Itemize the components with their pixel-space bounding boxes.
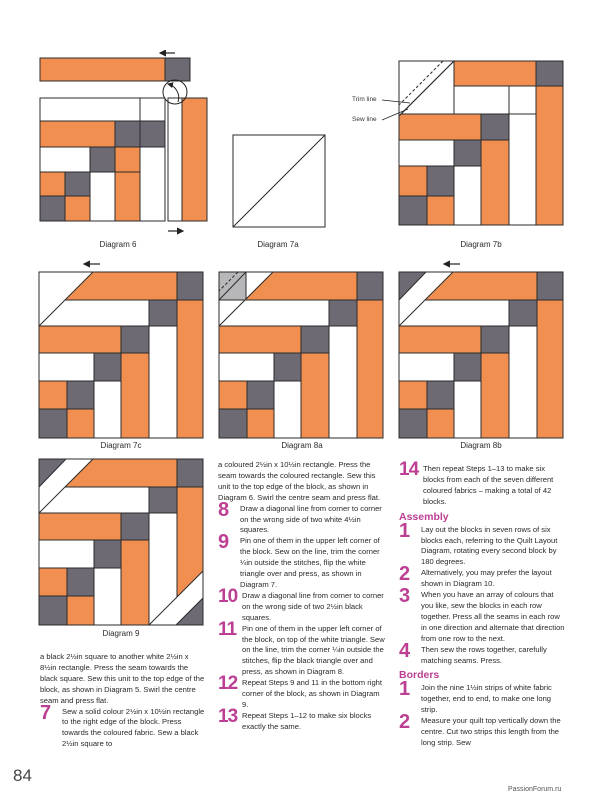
step-14 [399,459,567,508]
step-10 [218,585,388,624]
step-9 [218,531,388,591]
sew-line-label: Sew line [352,116,377,123]
step-number: 7 [40,701,52,724]
assembly-step-2 [399,563,567,590]
assembly-step-1 [399,519,567,569]
step-text: Then sew the rows together, carefully matching seams. Press. [421,644,547,665]
footer-watermark: PassionForum.ru [508,786,562,793]
label-leaders [380,95,420,125]
step-7 [40,701,205,751]
caption-diagram-7c: Diagram 7c [100,441,142,450]
step-text: Pin one of them in the upper left corner of the block, on top of the white triangle. Sew on the line, trim the corner ¼in outside the stitches, flip the black triangle over and press, as shown in Diagram 8. [242,623,385,677]
step-number: 10 [218,585,238,607]
heading-borders: Borders [399,669,440,682]
step-number: 1 [399,519,411,542]
step-number: 8 [218,498,230,521]
caption-diagram-6: Diagram 6 [99,240,137,249]
step-number: 2 [399,711,411,734]
step-text: Lay out the blocks in seven rows of six blocks each, referring to the Quilt Layout Diagram, rotating every second block by 180 degrees. [421,524,558,567]
step-number: 9 [218,531,230,554]
col1-paragraph: a black 2½in square to another white 2½in x 8½in rectangle. Press the seam towards the black square. Sew this unit to the top edge of the block, as shown in Diagram 5. Swirl the centre seam and press flat. [40,652,205,705]
step-8 [218,498,388,537]
step-text: Draw a diagonal line from corner to corner on the wrong side of two white 4½in squares. [240,503,382,535]
page-number: 84 [13,766,32,785]
caption-diagram-7a: Diagram 7a [257,240,299,249]
diagram-7b [398,60,564,226]
step-number: 14 [399,459,419,480]
step-text: Repeat Steps 9 and 11 in the bottom right corner of the block, as shown in Diagram 9. [242,678,383,709]
caption-diagram-7b: Diagram 7b [460,240,502,249]
step-12 [218,673,388,711]
borders-step-2 [399,711,567,749]
step-text: Pin one of them in the upper left corner of the block. Sew on the line, trim the corner ¼in outside the stitches, flip the white triangle over and press, as shown in Diagram 7. [240,536,380,589]
step-text: Draw a diagonal line from corner to corner on the wrong side of two 2½in black squares. [242,590,384,622]
step-number: 2 [399,563,411,586]
diagram-6 [38,50,218,240]
step-number: 12 [218,673,238,695]
step-number: 11 [218,618,237,640]
caption-diagram-8b: Diagram 8b [460,441,502,450]
step-number: 13 [218,705,238,727]
assembly-step-3 [399,585,567,645]
step-text: Join the nine 1½in strips of white fabric together, end to end, to make one long strip. [421,683,552,715]
step-text: Measure your quilt top vertically down the centre. Cut two strips this length from the long strip. Sew [421,716,561,747]
step-number: 4 [399,639,411,662]
step-text: Alternatively, you may prefer the layout shown in Diagram 10. [421,568,552,589]
caption-diagram-9: Diagram 9 [102,629,140,638]
text-column-1 [40,652,205,750]
diagram-9 [38,458,206,626]
text-column-2 [218,460,388,733]
trim-line-label: Trim line [352,96,377,103]
step-number: 1 [399,678,411,701]
caption-diagram-8a: Diagram 8a [281,441,323,450]
borders-step-1 [399,678,567,716]
step-text: Repeat Steps 1–12 to make six blocks exactly the same. [242,710,372,731]
diagram-7a [232,134,326,228]
diagram-7c [38,256,206,439]
step-number: 3 [399,585,411,608]
text-column-3 [399,459,567,749]
step-text: Then repeat Steps 1–13 to make six blocks from each of the seven different coloured fabrics – making a total of 42 blocks. [423,464,554,506]
step-11 [218,618,388,679]
diagram-8b [398,256,566,439]
assembly-step-4 [399,639,567,667]
col2-paragraph: a coloured 2½in x 10½in rectangle. Press the seam towards the coloured rectangle. Sew this unit to the top edge of the block, as shown in Diagram 6. Swirl the centre seam and press flat. [218,460,381,502]
diagram-8a [218,271,386,439]
step-text: Sew a solid colour 2½in x 10½in rectangle to the right edge of the block. Press towards the coloured fabric. Sew a black 2½in square to [62,706,205,749]
step-text: When you have an array of colours that you like, sew the blocks in each row together. Press all the seams in each row in one direction and alternate that direction from one row to the next. [421,590,565,643]
step-13 [218,705,388,733]
heading-assembly: Assembly [399,510,449,523]
